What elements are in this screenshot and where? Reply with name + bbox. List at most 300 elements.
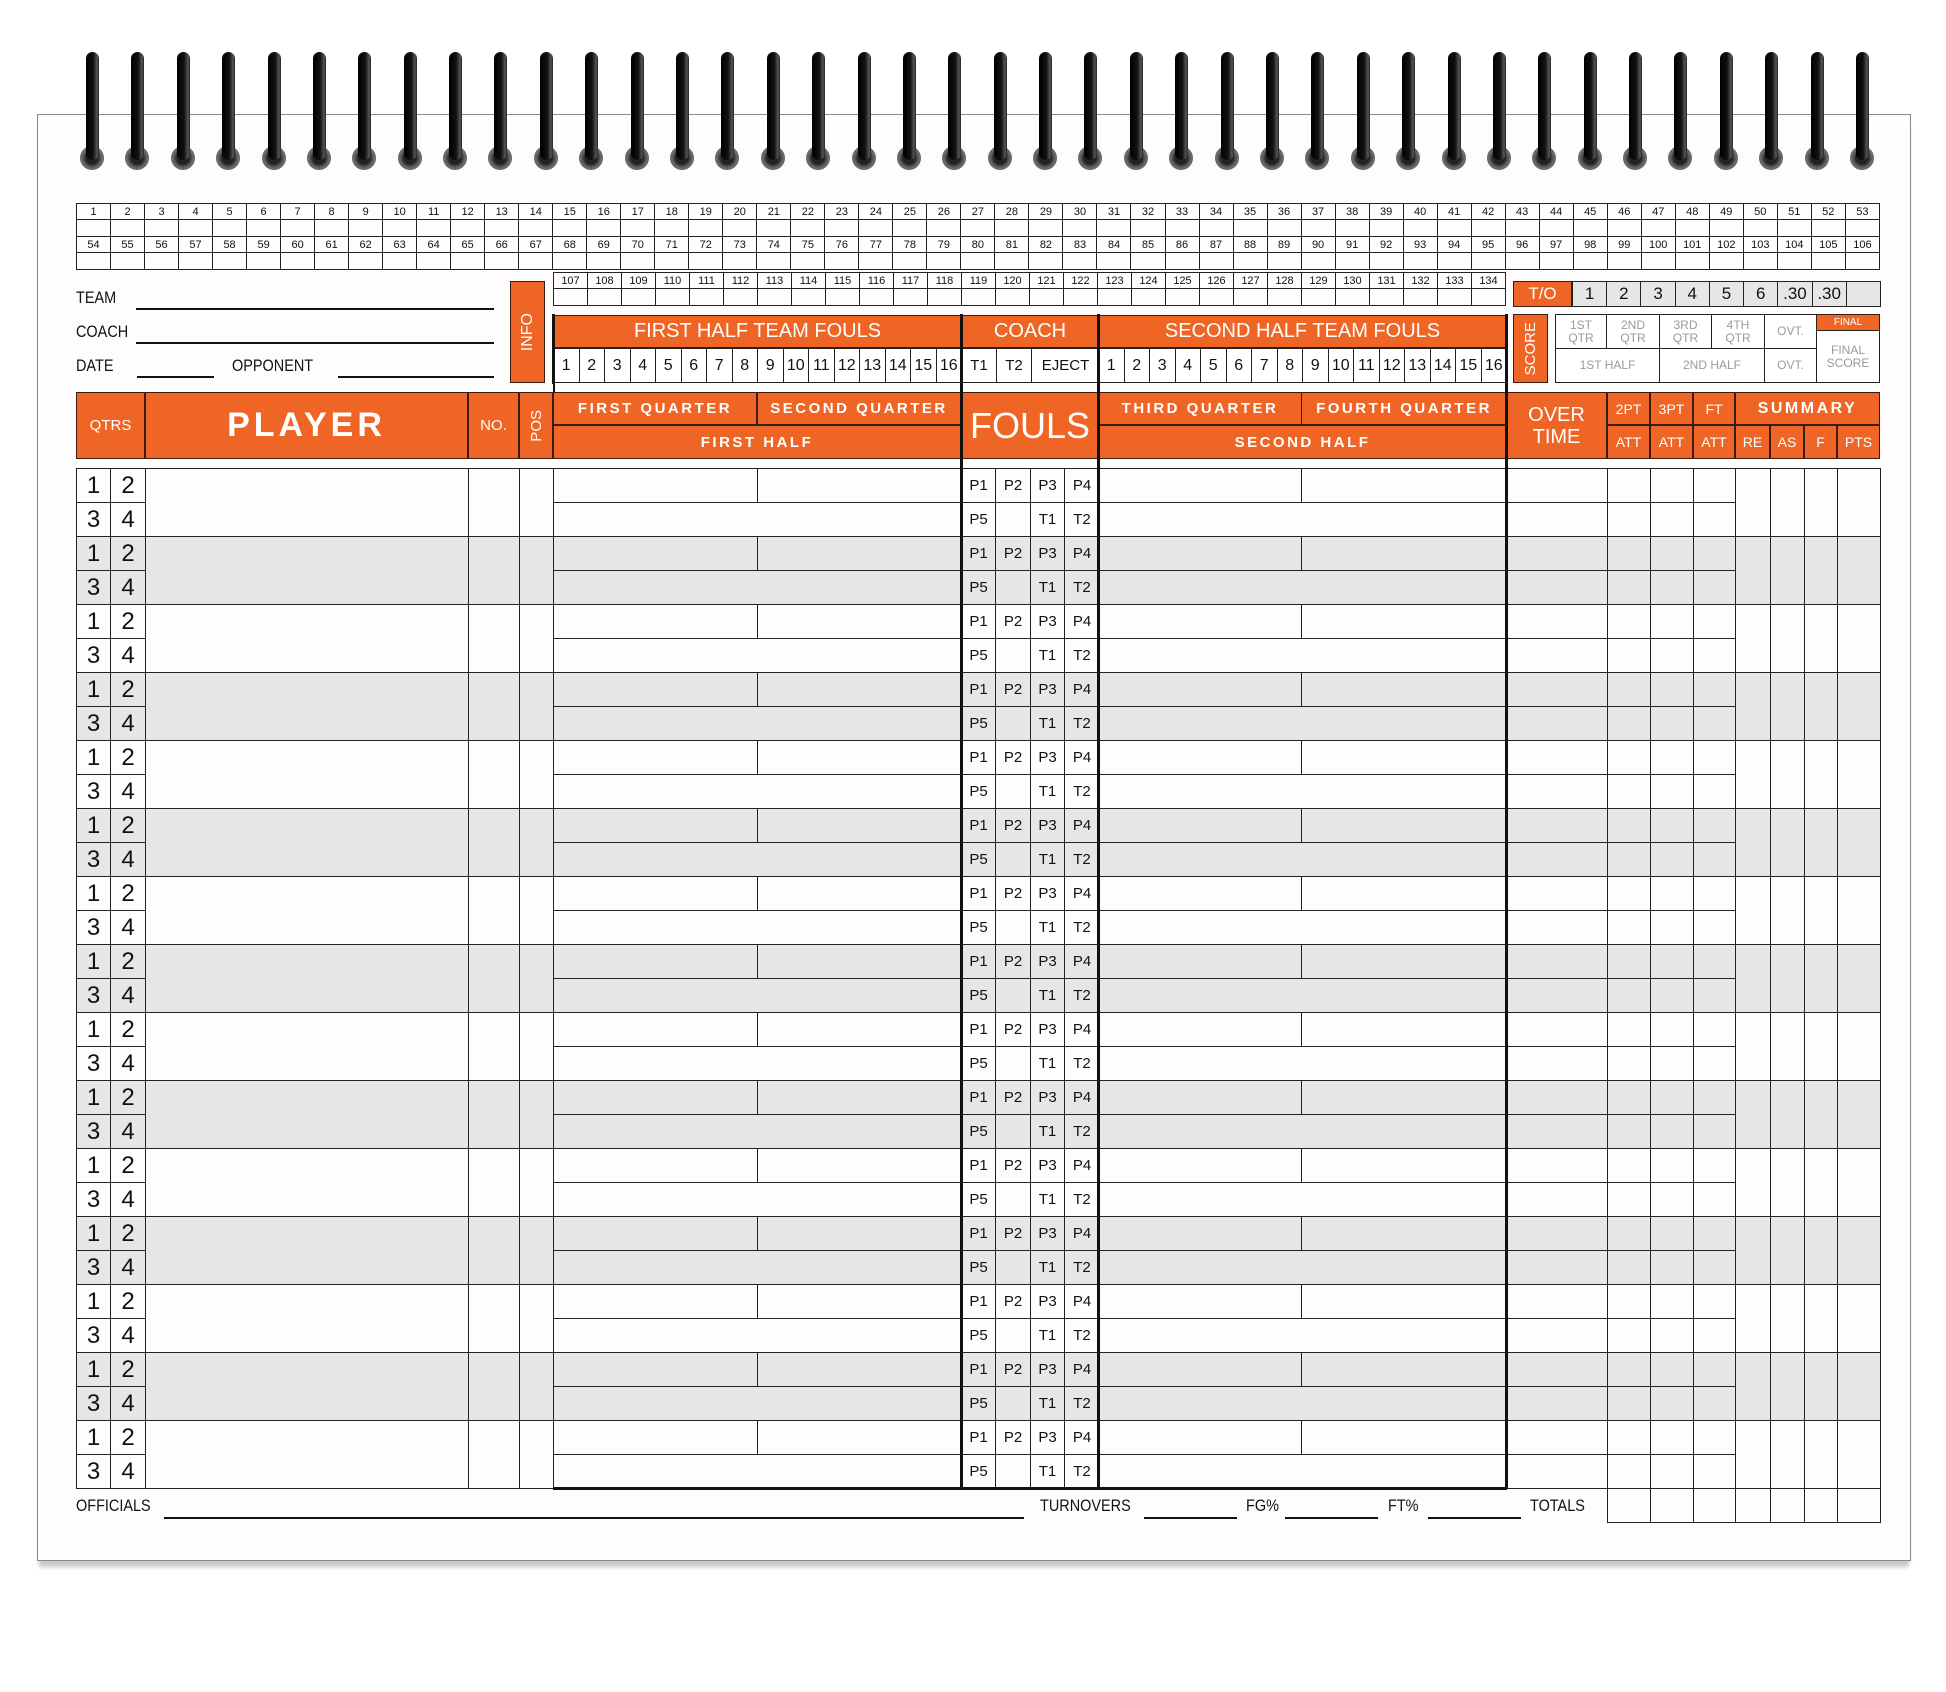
score-mark-cell[interactable] <box>757 253 791 270</box>
score-mark-cell[interactable] <box>1811 253 1845 270</box>
qtr-cell[interactable]: 1 <box>76 876 111 911</box>
personal-foul-cell[interactable] <box>995 1318 1031 1353</box>
personal-foul-cell[interactable] <box>995 638 1031 673</box>
personal-foul-cell[interactable]: T2 <box>1064 502 1100 537</box>
overtime-cell[interactable] <box>1506 740 1608 775</box>
second-quarter-cell[interactable] <box>757 1420 962 1455</box>
qtr-cell[interactable]: 2 <box>110 1284 146 1319</box>
score-mark-cell[interactable] <box>1607 220 1641 237</box>
second-quarter-cell[interactable] <box>757 876 962 911</box>
ft-pct-field[interactable] <box>1428 1517 1521 1519</box>
overtime-cell[interactable] <box>1506 570 1608 605</box>
score-mark-cell[interactable] <box>145 220 179 237</box>
score-mark-cell[interactable] <box>519 220 553 237</box>
qtr-cell[interactable]: 1 <box>76 1148 111 1183</box>
attempt-cell[interactable] <box>1607 502 1651 537</box>
qtr-cell[interactable]: 4 <box>110 1046 146 1081</box>
personal-foul-cell[interactable]: P2 <box>995 1352 1031 1387</box>
player-name-field[interactable] <box>145 876 469 945</box>
qtr-cell[interactable]: 3 <box>76 1318 111 1353</box>
player-name-field[interactable] <box>145 1080 469 1149</box>
personal-foul-cell[interactable]: P5 <box>961 1046 996 1081</box>
final-score-box[interactable]: FINAL SCORE <box>1816 330 1880 383</box>
first-quarter-cell[interactable] <box>553 1080 758 1115</box>
score-mark-cell[interactable] <box>1709 220 1743 237</box>
attempt-cell[interactable] <box>1693 1352 1736 1387</box>
second-quarter-cell[interactable] <box>757 672 962 707</box>
totals-cell[interactable] <box>1735 1488 1771 1523</box>
score-mark-cell[interactable] <box>247 253 281 270</box>
overtime-cell[interactable] <box>1506 672 1608 707</box>
qtr-cell[interactable]: 2 <box>110 468 146 503</box>
qtr-cell[interactable]: 1 <box>76 604 111 639</box>
score-mark-cell[interactable] <box>519 253 553 270</box>
overtime-cell[interactable] <box>1506 1012 1608 1047</box>
score-mark-cell[interactable] <box>826 289 860 306</box>
score-mark-cell[interactable] <box>1267 253 1301 270</box>
attempt-cell[interactable] <box>1607 468 1651 503</box>
qtr-cell[interactable]: 3 <box>76 842 111 877</box>
personal-foul-cell[interactable]: P4 <box>1064 672 1100 707</box>
third-quarter-cell[interactable] <box>1098 1352 1302 1387</box>
personal-foul-cell[interactable]: T1 <box>1030 1046 1065 1081</box>
second-half-cell[interactable] <box>1098 1386 1507 1421</box>
personal-foul-cell[interactable]: T2 <box>1064 910 1100 945</box>
player-position-field[interactable] <box>519 604 554 673</box>
fourth-quarter-cell[interactable] <box>1301 876 1507 911</box>
summary-cell[interactable] <box>1770 1148 1805 1217</box>
summary-cell[interactable] <box>1735 944 1771 1013</box>
score-mark-cell[interactable] <box>1641 220 1675 237</box>
summary-cell[interactable] <box>1837 1352 1881 1421</box>
summary-cell[interactable] <box>1770 468 1805 537</box>
personal-foul-cell[interactable]: P4 <box>1064 1148 1100 1183</box>
second-half-team-foul-cell[interactable]: 16 <box>1481 348 1508 383</box>
timeout-slot[interactable]: 1 <box>1572 281 1607 307</box>
second-half-cell[interactable] <box>1098 706 1507 741</box>
player-position-field[interactable] <box>519 1216 554 1285</box>
score-mark-cell[interactable] <box>1505 253 1539 270</box>
second-half-team-foul-cell[interactable]: 3 <box>1149 348 1176 383</box>
attempt-cell[interactable] <box>1650 502 1694 537</box>
qtr-cell[interactable]: 3 <box>76 502 111 537</box>
score-mark-cell[interactable] <box>281 220 315 237</box>
attempt-cell[interactable] <box>1607 944 1651 979</box>
attempt-cell[interactable] <box>1693 1148 1736 1183</box>
player-position-field[interactable] <box>519 1080 554 1149</box>
score-mark-cell[interactable] <box>1131 220 1165 237</box>
score-mark-cell[interactable] <box>825 220 859 237</box>
summary-cell[interactable] <box>1735 672 1771 741</box>
player-position-field[interactable] <box>519 1148 554 1217</box>
score-mark-cell[interactable] <box>655 220 689 237</box>
attempt-cell[interactable] <box>1650 910 1694 945</box>
qtr-cell[interactable]: 4 <box>110 978 146 1013</box>
score-mark-cell[interactable] <box>1777 253 1811 270</box>
attempt-cell[interactable] <box>1693 1216 1736 1251</box>
attempt-cell[interactable] <box>1607 672 1651 707</box>
personal-foul-cell[interactable]: P3 <box>1030 1148 1065 1183</box>
attempt-cell[interactable] <box>1607 1080 1651 1115</box>
personal-foul-cell[interactable]: P2 <box>995 536 1031 571</box>
attempt-cell[interactable] <box>1607 1114 1651 1149</box>
attempt-cell[interactable] <box>1607 536 1651 571</box>
totals-cell[interactable] <box>1770 1488 1805 1523</box>
qtr-cell[interactable]: 4 <box>110 1454 146 1489</box>
fourth-quarter-cell[interactable] <box>1301 536 1507 571</box>
personal-foul-cell[interactable]: P2 <box>995 944 1031 979</box>
player-number-field[interactable] <box>468 1148 520 1217</box>
personal-foul-cell[interactable]: T1 <box>1030 502 1065 537</box>
score-mark-cell[interactable] <box>996 289 1030 306</box>
first-quarter-cell[interactable] <box>553 1420 758 1455</box>
score-mark-cell[interactable] <box>1233 253 1267 270</box>
fourth-quarter-cell[interactable] <box>1301 808 1507 843</box>
officials-field[interactable] <box>164 1517 1024 1519</box>
score-mark-cell[interactable] <box>1607 253 1641 270</box>
qtr-cell[interactable]: 2 <box>110 944 146 979</box>
summary-cell[interactable] <box>1735 604 1771 673</box>
score-mark-cell[interactable] <box>111 253 145 270</box>
score-mark-cell[interactable] <box>689 253 723 270</box>
fg-pct-field[interactable] <box>1285 1517 1378 1519</box>
score-mark-cell[interactable] <box>927 220 961 237</box>
summary-cell[interactable] <box>1804 808 1838 877</box>
overtime-cell[interactable] <box>1506 502 1608 537</box>
personal-foul-cell[interactable]: P2 <box>995 604 1031 639</box>
qtr-cell[interactable]: 4 <box>110 1318 146 1353</box>
attempt-cell[interactable] <box>1607 604 1651 639</box>
score-mark-cell[interactable] <box>1370 289 1404 306</box>
first-half-team-foul-cell[interactable]: 11 <box>808 348 835 383</box>
summary-cell[interactable] <box>1735 1352 1771 1421</box>
summary-cell[interactable] <box>1837 1284 1881 1353</box>
overtime-cell[interactable] <box>1506 1386 1608 1421</box>
summary-cell[interactable] <box>1804 604 1838 673</box>
attempt-cell[interactable] <box>1607 1182 1651 1217</box>
personal-foul-cell[interactable]: T2 <box>1064 1386 1100 1421</box>
score-mark-cell[interactable] <box>281 253 315 270</box>
qtr-cell[interactable]: 4 <box>110 842 146 877</box>
score-mark-cell[interactable] <box>111 220 145 237</box>
personal-foul-cell[interactable]: P1 <box>961 672 996 707</box>
qtr-cell[interactable]: 1 <box>76 1080 111 1115</box>
attempt-cell[interactable] <box>1607 638 1651 673</box>
summary-cell[interactable] <box>1770 1216 1805 1285</box>
attempt-cell[interactable] <box>1607 1250 1651 1285</box>
score-mark-cell[interactable] <box>1539 253 1573 270</box>
player-number-field[interactable] <box>468 604 520 673</box>
qtr-cell[interactable]: 1 <box>76 944 111 979</box>
attempt-cell[interactable] <box>1693 1012 1736 1047</box>
fourth-quarter-cell[interactable] <box>1301 1420 1507 1455</box>
first-quarter-cell[interactable] <box>553 1148 758 1183</box>
attempt-cell[interactable] <box>1607 1454 1651 1489</box>
summary-cell[interactable] <box>1837 1148 1881 1217</box>
qtr-cell[interactable]: 1 <box>76 536 111 571</box>
date-field[interactable] <box>137 376 214 378</box>
second-half-cell[interactable] <box>1098 570 1507 605</box>
attempt-cell[interactable] <box>1693 1080 1736 1115</box>
score-mark-cell[interactable] <box>791 220 825 237</box>
attempt-cell[interactable] <box>1693 1318 1736 1353</box>
personal-foul-cell[interactable]: P4 <box>1064 1352 1100 1387</box>
summary-cell[interactable] <box>1837 740 1881 809</box>
summary-cell[interactable] <box>1804 1420 1838 1489</box>
second-half-cell[interactable] <box>1098 1182 1507 1217</box>
qtr-cell[interactable]: 1 <box>76 468 111 503</box>
attempt-cell[interactable] <box>1607 1420 1651 1455</box>
personal-foul-cell[interactable]: P2 <box>995 876 1031 911</box>
second-half-cell[interactable] <box>1098 910 1507 945</box>
attempt-cell[interactable] <box>1693 536 1736 571</box>
personal-foul-cell[interactable]: P4 <box>1064 1080 1100 1115</box>
attempt-cell[interactable] <box>1650 468 1694 503</box>
attempt-cell[interactable] <box>1607 570 1651 605</box>
second-half-team-foul-cell[interactable]: 8 <box>1277 348 1304 383</box>
score-quarter-4[interactable]: 4TH QTR <box>1711 314 1765 349</box>
attempt-cell[interactable] <box>1650 1182 1694 1217</box>
summary-cell[interactable] <box>1735 808 1771 877</box>
attempt-cell[interactable] <box>1607 1284 1651 1319</box>
attempt-cell[interactable] <box>1607 876 1651 911</box>
score-mark-cell[interactable] <box>1777 220 1811 237</box>
overtime-cell[interactable] <box>1506 1216 1608 1251</box>
attempt-cell[interactable] <box>1650 1386 1694 1421</box>
overtime-cell[interactable] <box>1506 1454 1608 1489</box>
summary-cell[interactable] <box>1735 740 1771 809</box>
first-half-cell[interactable] <box>553 910 962 945</box>
third-quarter-cell[interactable] <box>1098 1148 1302 1183</box>
qtr-cell[interactable]: 4 <box>110 638 146 673</box>
qtr-cell[interactable]: 2 <box>110 1216 146 1251</box>
score-mark-cell[interactable] <box>1301 253 1335 270</box>
attempt-cell[interactable] <box>1607 1148 1651 1183</box>
summary-cell[interactable] <box>1804 1080 1838 1149</box>
overtime-cell[interactable] <box>1506 1114 1608 1149</box>
score-mark-cell[interactable] <box>792 289 826 306</box>
personal-foul-cell[interactable]: T2 <box>1064 842 1100 877</box>
personal-foul-cell[interactable]: P2 <box>995 1012 1031 1047</box>
attempt-cell[interactable] <box>1650 774 1694 809</box>
score-mark-cell[interactable] <box>1233 220 1267 237</box>
score-mark-cell[interactable] <box>1845 253 1879 270</box>
personal-foul-cell[interactable]: T1 <box>1030 774 1065 809</box>
qtr-cell[interactable]: 1 <box>76 740 111 775</box>
summary-cell[interactable] <box>1770 1012 1805 1081</box>
summary-cell[interactable] <box>1804 1148 1838 1217</box>
personal-foul-cell[interactable]: T2 <box>1064 706 1100 741</box>
first-half-team-foul-cell[interactable]: 8 <box>732 348 759 383</box>
summary-cell[interactable] <box>1770 1284 1805 1353</box>
attempt-cell[interactable] <box>1693 944 1736 979</box>
first-half-team-foul-cell[interactable]: 4 <box>630 348 657 383</box>
first-quarter-cell[interactable] <box>553 944 758 979</box>
score-mark-cell[interactable] <box>689 220 723 237</box>
personal-foul-cell[interactable]: P3 <box>1030 1216 1065 1251</box>
attempt-cell[interactable] <box>1650 978 1694 1013</box>
overtime-cell[interactable] <box>1506 910 1608 945</box>
score-half-3[interactable]: OVT. <box>1764 348 1817 383</box>
score-mark-cell[interactable] <box>1199 253 1233 270</box>
summary-cell[interactable] <box>1804 1216 1838 1285</box>
score-mark-cell[interactable] <box>724 289 758 306</box>
summary-cell[interactable] <box>1804 944 1838 1013</box>
fourth-quarter-cell[interactable] <box>1301 672 1507 707</box>
summary-cell[interactable] <box>1770 740 1805 809</box>
attempt-cell[interactable] <box>1693 910 1736 945</box>
score-mark-cell[interactable] <box>961 253 995 270</box>
first-half-cell[interactable] <box>553 774 962 809</box>
player-number-field[interactable] <box>468 1080 520 1149</box>
player-number-field[interactable] <box>468 468 520 537</box>
overtime-cell[interactable] <box>1506 706 1608 741</box>
score-mark-cell[interactable] <box>1845 220 1879 237</box>
player-name-field[interactable] <box>145 944 469 1013</box>
player-name-field[interactable] <box>145 1420 469 1489</box>
attempt-cell[interactable] <box>1650 706 1694 741</box>
score-mark-cell[interactable] <box>383 253 417 270</box>
attempt-cell[interactable] <box>1650 672 1694 707</box>
summary-cell[interactable] <box>1804 1284 1838 1353</box>
qtr-cell[interactable]: 1 <box>76 1352 111 1387</box>
third-quarter-cell[interactable] <box>1098 468 1302 503</box>
player-position-field[interactable] <box>519 944 554 1013</box>
second-half-team-foul-cell[interactable]: 11 <box>1353 348 1380 383</box>
personal-foul-cell[interactable]: P4 <box>1064 604 1100 639</box>
totals-cell[interactable] <box>1804 1488 1838 1523</box>
personal-foul-cell[interactable]: P1 <box>961 1080 996 1115</box>
first-quarter-cell[interactable] <box>553 1216 758 1251</box>
personal-foul-cell[interactable]: T2 <box>1064 774 1100 809</box>
player-position-field[interactable] <box>519 1420 554 1489</box>
personal-foul-cell[interactable] <box>995 1046 1031 1081</box>
qtr-cell[interactable]: 2 <box>110 1352 146 1387</box>
personal-foul-cell[interactable]: P5 <box>961 502 996 537</box>
third-quarter-cell[interactable] <box>1098 808 1302 843</box>
first-half-team-foul-cell[interactable]: 9 <box>757 348 784 383</box>
player-position-field[interactable] <box>519 1284 554 1353</box>
personal-foul-cell[interactable]: P4 <box>1064 876 1100 911</box>
overtime-cell[interactable] <box>1506 536 1608 571</box>
attempt-cell[interactable] <box>1607 740 1651 775</box>
third-quarter-cell[interactable] <box>1098 536 1302 571</box>
score-mark-cell[interactable] <box>723 253 757 270</box>
third-quarter-cell[interactable] <box>1098 672 1302 707</box>
score-mark-cell[interactable] <box>1030 289 1064 306</box>
personal-foul-cell[interactable]: T1 <box>1030 1386 1065 1421</box>
second-half-team-foul-cell[interactable]: 14 <box>1430 348 1457 383</box>
personal-foul-cell[interactable]: P3 <box>1030 468 1065 503</box>
personal-foul-cell[interactable]: P3 <box>1030 944 1065 979</box>
personal-foul-cell[interactable]: P2 <box>995 1148 1031 1183</box>
attempt-cell[interactable] <box>1650 808 1694 843</box>
attempt-cell[interactable] <box>1693 808 1736 843</box>
personal-foul-cell[interactable]: P1 <box>961 876 996 911</box>
summary-cell[interactable] <box>1770 944 1805 1013</box>
personal-foul-cell[interactable]: T1 <box>1030 570 1065 605</box>
score-mark-cell[interactable] <box>1267 220 1301 237</box>
score-mark-cell[interactable] <box>247 220 281 237</box>
personal-foul-cell[interactable]: P1 <box>961 604 996 639</box>
qtr-cell[interactable]: 3 <box>76 978 111 1013</box>
score-mark-cell[interactable] <box>791 253 825 270</box>
score-mark-cell[interactable] <box>1743 220 1777 237</box>
attempt-cell[interactable] <box>1693 1386 1736 1421</box>
personal-foul-cell[interactable]: T2 <box>1064 638 1100 673</box>
personal-foul-cell[interactable]: P2 <box>995 1080 1031 1115</box>
personal-foul-cell[interactable]: P3 <box>1030 1012 1065 1047</box>
fourth-quarter-cell[interactable] <box>1301 1080 1507 1115</box>
score-mark-cell[interactable] <box>1097 253 1131 270</box>
timeout-slot[interactable]: 3 <box>1640 281 1675 307</box>
player-position-field[interactable] <box>519 468 554 537</box>
personal-foul-cell[interactable] <box>995 570 1031 605</box>
attempt-cell[interactable] <box>1650 1012 1694 1047</box>
score-mark-cell[interactable] <box>961 220 995 237</box>
first-quarter-cell[interactable] <box>553 1352 758 1387</box>
first-half-cell[interactable] <box>553 706 962 741</box>
score-mark-cell[interactable] <box>554 289 588 306</box>
score-mark-cell[interactable] <box>995 253 1029 270</box>
summary-cell[interactable] <box>1837 1012 1881 1081</box>
attempt-cell[interactable] <box>1650 1318 1694 1353</box>
second-half-cell[interactable] <box>1098 842 1507 877</box>
second-half-team-foul-cell[interactable]: 15 <box>1455 348 1482 383</box>
personal-foul-cell[interactable]: P2 <box>995 1216 1031 1251</box>
first-quarter-cell[interactable] <box>553 876 758 911</box>
score-mark-cell[interactable] <box>723 220 757 237</box>
personal-foul-cell[interactable]: T2 <box>1064 570 1100 605</box>
personal-foul-cell[interactable]: P2 <box>995 808 1031 843</box>
score-mark-cell[interactable] <box>1302 289 1336 306</box>
qtr-cell[interactable]: 2 <box>110 1148 146 1183</box>
score-quarter-1[interactable]: 1ST QTR <box>1555 314 1607 349</box>
personal-foul-cell[interactable]: P5 <box>961 842 996 877</box>
personal-foul-cell[interactable]: P3 <box>1030 1284 1065 1319</box>
qtr-cell[interactable]: 3 <box>76 706 111 741</box>
score-mark-cell[interactable] <box>1199 220 1233 237</box>
attempt-cell[interactable] <box>1650 876 1694 911</box>
second-half-cell[interactable] <box>1098 774 1507 809</box>
summary-cell[interactable] <box>1837 604 1881 673</box>
player-number-field[interactable] <box>468 1284 520 1353</box>
first-half-cell[interactable] <box>553 978 962 1013</box>
score-mark-cell[interactable] <box>1234 289 1268 306</box>
score-mark-cell[interactable] <box>587 220 621 237</box>
personal-foul-cell[interactable]: P4 <box>1064 1420 1100 1455</box>
first-half-cell[interactable] <box>553 502 962 537</box>
first-half-team-foul-cell[interactable]: 5 <box>655 348 682 383</box>
personal-foul-cell[interactable]: P5 <box>961 774 996 809</box>
overtime-cell[interactable] <box>1506 1046 1608 1081</box>
personal-foul-cell[interactable]: T1 <box>1030 1318 1065 1353</box>
score-mark-cell[interactable] <box>1131 253 1165 270</box>
score-mark-cell[interactable] <box>1268 289 1302 306</box>
qtr-cell[interactable]: 4 <box>110 1182 146 1217</box>
summary-cell[interactable] <box>1837 468 1881 537</box>
score-mark-cell[interactable] <box>656 289 690 306</box>
personal-foul-cell[interactable]: P4 <box>1064 536 1100 571</box>
first-half-cell[interactable] <box>553 842 962 877</box>
personal-foul-cell[interactable]: P3 <box>1030 604 1065 639</box>
personal-foul-cell[interactable] <box>995 910 1031 945</box>
first-half-team-foul-cell[interactable]: 1 <box>553 348 580 383</box>
score-mark-cell[interactable] <box>757 220 791 237</box>
personal-foul-cell[interactable] <box>995 1182 1031 1217</box>
player-name-field[interactable] <box>145 1012 469 1081</box>
player-number-field[interactable] <box>468 1012 520 1081</box>
